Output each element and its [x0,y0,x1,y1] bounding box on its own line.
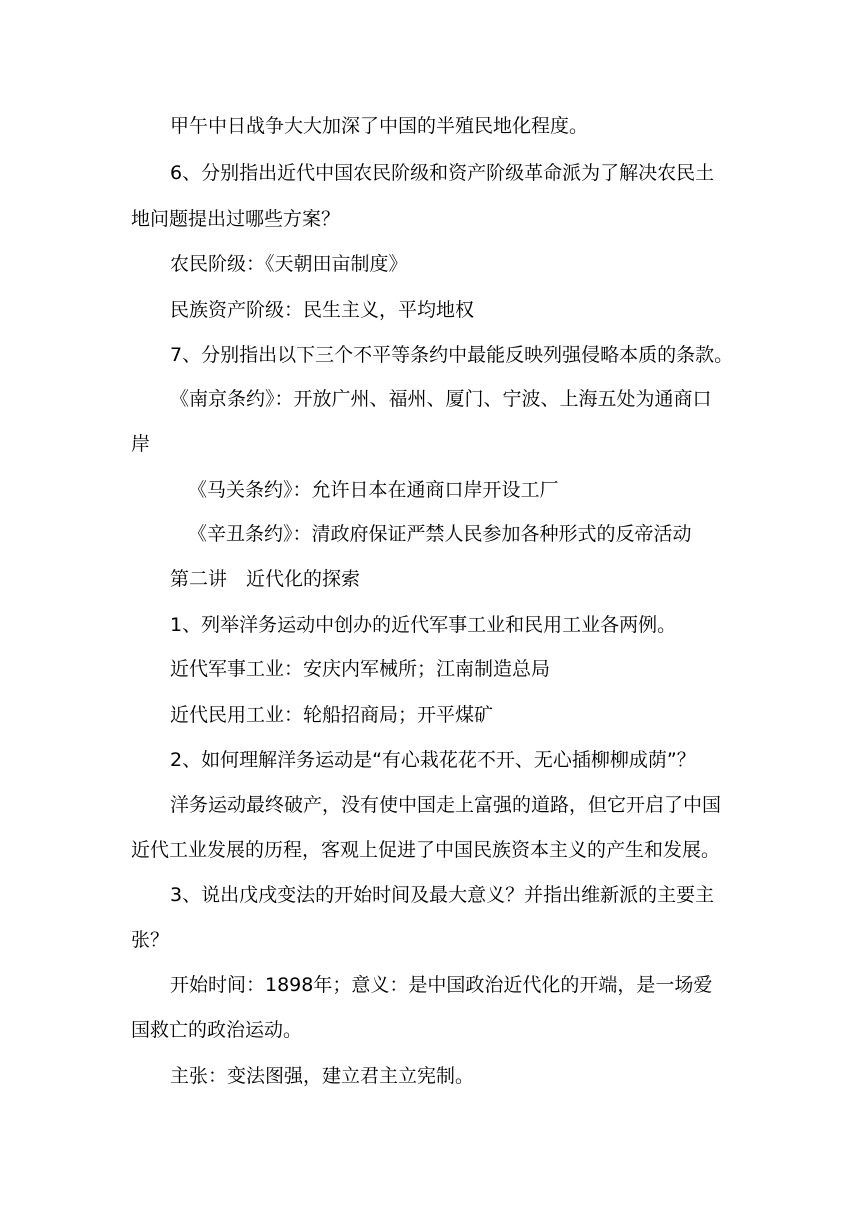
answer-line: 开始时间：1898年；意义：是中国政治近代化的开端，是一场爱 [170,974,713,996]
question-3-line-2: 张？ [131,929,170,951]
answer-line-continued: 国救亡的政治运动。 [131,1019,303,1041]
answer-line: 主张：变法图强，建立君主立宪制。 [170,1065,475,1087]
question-6-line-1: 6、分别指出近代中国农民阶级和资产阶级革命派为了解决农民土 [170,162,715,184]
answer-line: 民族资产阶级：民生主义，平均地权 [170,299,475,321]
answer-line: 《南京条约》：开放广州、福州、厦门、宁波、上海五处为通商口 [170,388,712,410]
answer-line: 《马关条约》：允许日本在通商口岸开设工厂 [188,479,559,501]
question-6-line-2: 地问题提出过哪些方案？ [131,208,341,230]
section-heading: 第二讲 近代化的探索 [170,568,361,590]
paragraph-line: 甲午中日战争大大加深了中国的半殖民地化程度。 [170,115,589,137]
answer-line: 农民阶级：《天朝田亩制度》 [170,253,408,275]
question-7-line: 7、分别指出以下三个不平等条约中最能反映列强侵略本质的条款。 [170,344,734,366]
answer-line: 近代军事工业：安庆内军械所；江南制造总局 [170,658,551,680]
question-2-line: 2、如何理解洋务运动是“有心栽花花不开、无心插柳柳成荫”？ [170,749,696,771]
answer-line: 《辛丑条约》：清政府保证严禁人民参加各种形式的反帝活动 [188,523,692,545]
answer-line-continued: 岸 [131,433,151,455]
question-3-line-1: 3、说出戊戌变法的开始时间及最大意义？并指出维新派的主要主 [170,884,715,906]
answer-line: 洋务运动最终破产，没有使中国走上富强的道路，但它开启了中国 [170,794,722,816]
answer-line-continued: 近代工业发展的历程，客观上促进了中国民族资本主义的产生和发展。 [131,839,721,861]
question-1-line: 1、列举洋务运动中创办的近代军事工业和民用工业各两例。 [170,614,677,636]
answer-line: 近代民用工业：轮船招商局；开平煤矿 [170,704,494,726]
